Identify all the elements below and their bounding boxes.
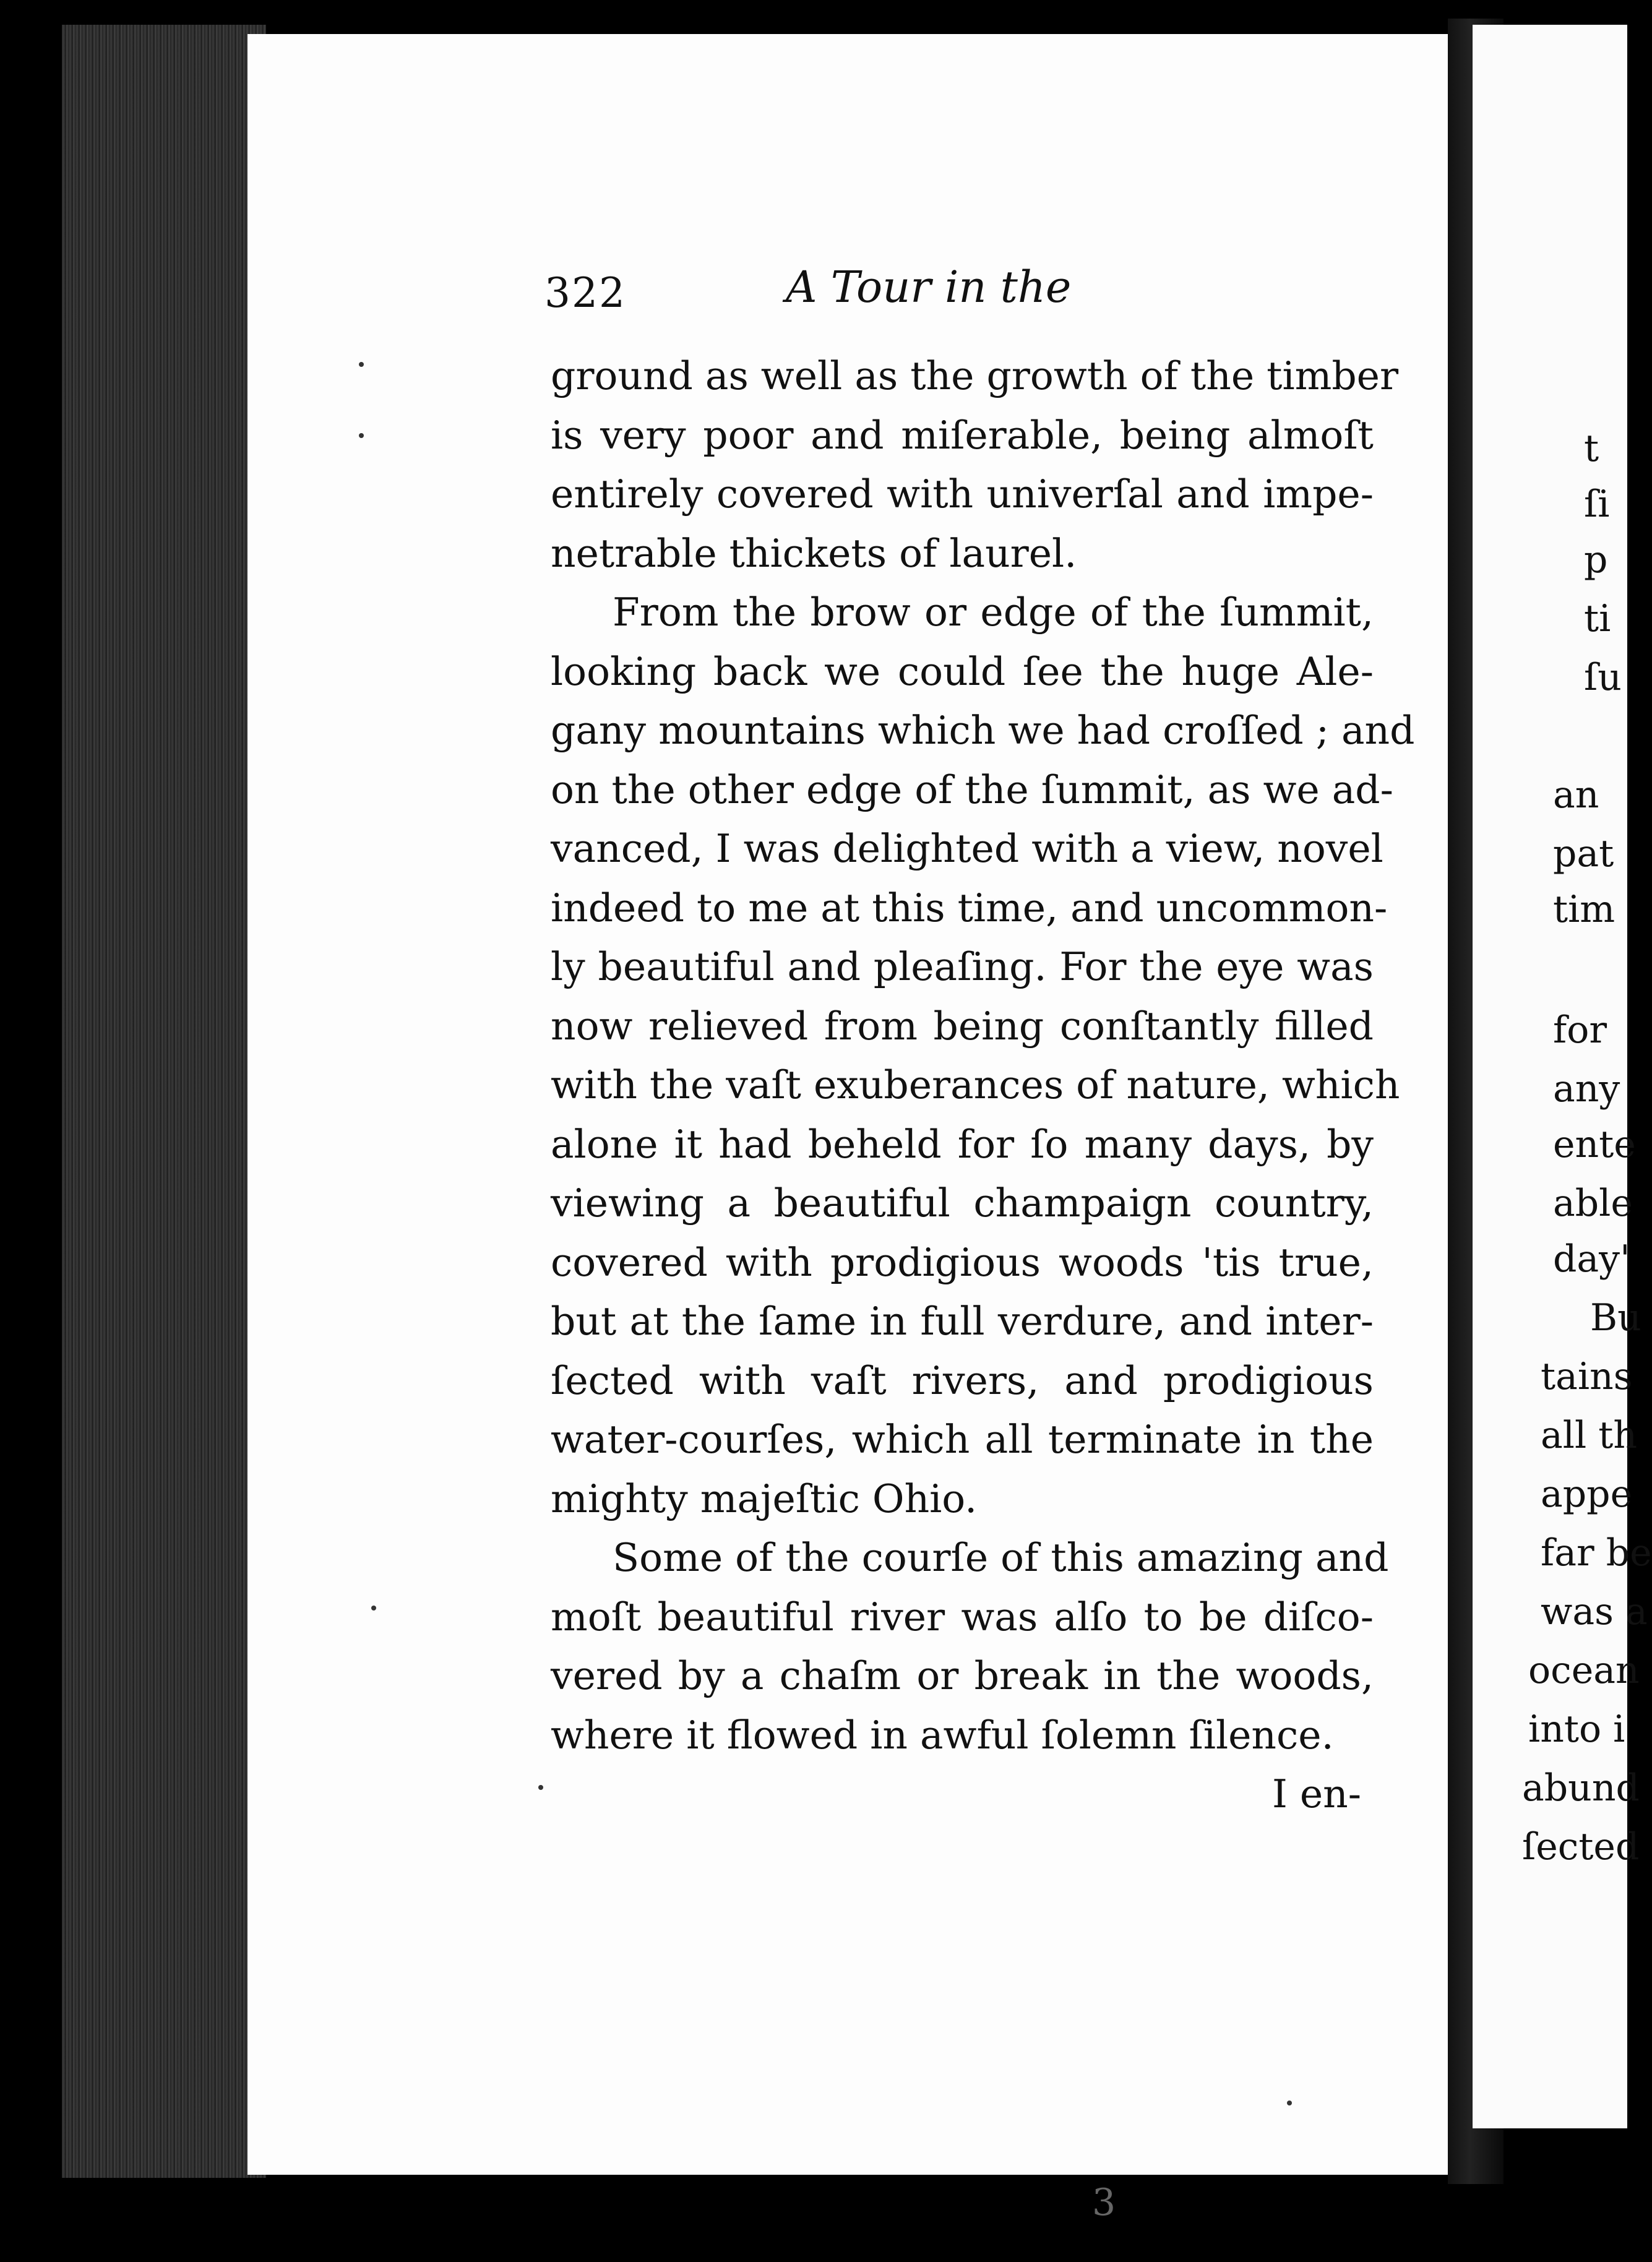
right-page-fragment: tim	[1553, 888, 1615, 931]
text-line: vered by a chaſm or break in the woods,	[551, 1653, 1374, 1698]
text-line: entirely covered with univerſal and impe-	[551, 471, 1374, 517]
right-page-fragment: far be	[1541, 1531, 1652, 1575]
text-line: Some of the courſe of this amazing and	[613, 1535, 1389, 1580]
page-header	[544, 257, 1411, 325]
text-line: on the other edge of the ſummit, as we ad-	[551, 767, 1393, 812]
right-page-fragment: appe	[1541, 1473, 1633, 1516]
right-page-text	[1510, 0, 1652, 1980]
scan-footer-mark: 3	[1092, 2181, 1116, 2224]
right-page-fragment: p	[1584, 538, 1608, 582]
text-line: From the brow or edge of the ſummit,	[613, 590, 1374, 635]
catchword: I en-	[1271, 1771, 1361, 1817]
speck	[359, 362, 364, 367]
page-number: 322	[544, 269, 626, 317]
text-line: vanced, I was delighted with a view, novel	[551, 826, 1383, 871]
right-page-fragment: any	[1553, 1067, 1620, 1111]
right-page-fragment: for	[1553, 1008, 1607, 1052]
right-page-fragment: t	[1584, 427, 1599, 470]
speck	[538, 1785, 543, 1790]
right-page-fragment: ſu	[1584, 656, 1622, 699]
text-line: ſected with vaſt rivers, and prodigious	[551, 1357, 1374, 1403]
right-page-fragment: pat	[1553, 832, 1614, 875]
text-line: alone it had beheld for ſo many days, by	[551, 1121, 1374, 1167]
book-page-edges	[62, 25, 266, 2178]
running-title: A Tour in the	[786, 262, 1072, 312]
speck	[1287, 2101, 1292, 2105]
right-page-fragment: was a	[1541, 1590, 1648, 1633]
text-line: with the vaſt exuberances of nature, which	[551, 1062, 1400, 1107]
right-page-fragment: ti	[1584, 597, 1611, 640]
right-page-fragment: Bu	[1590, 1296, 1641, 1340]
text-line: looking back we could ſee the huge Ale-	[551, 648, 1374, 694]
right-page-fragment: ente	[1553, 1123, 1636, 1166]
right-page-fragment: able	[1553, 1182, 1633, 1225]
text-line: ground as well as the growth of the timber	[551, 353, 1399, 398]
speck	[371, 1606, 376, 1610]
text-line: but at the ſame in full verdure, and inter-	[551, 1299, 1374, 1344]
right-page-fragment: tains	[1541, 1355, 1633, 1398]
right-page-fragment: ſi	[1584, 483, 1610, 526]
text-line: water-courſes, which all terminate in the	[551, 1417, 1374, 1462]
text-line: ly beautiful and pleaſing. For the eye was	[551, 944, 1374, 989]
text-line: gany mountains which we had croſſed ; and	[551, 708, 1415, 753]
text-line: is very poor and miſerable, being almoſt	[551, 412, 1374, 458]
right-page-fragment: an	[1553, 773, 1599, 817]
text-line: now relieved from being conſtantly filled	[551, 1003, 1374, 1049]
right-page-fragment: day'	[1553, 1237, 1630, 1281]
body-text	[551, 346, 1415, 1824]
text-line: mighty majeſtic Ohio.	[551, 1476, 978, 1521]
text-line: viewing a beautiful champaign country,	[551, 1180, 1374, 1226]
right-page-fragment: ſected	[1522, 1825, 1640, 1869]
right-page-fragment: all th	[1541, 1414, 1637, 1457]
speck	[359, 433, 364, 438]
text-line: where it flowed in awful ſolemn ſilence.	[551, 1712, 1334, 1758]
right-page-fragment: abund	[1522, 1766, 1640, 1810]
right-page-fragment: into i	[1528, 1708, 1625, 1751]
text-line: netrable thickets of laurel.	[551, 530, 1077, 576]
text-line: moſt beautiful river was alſo to be diſco-	[551, 1594, 1374, 1640]
right-page-fragment: ocean	[1528, 1649, 1640, 1692]
text-line: indeed to me at this time, and uncommon-	[551, 885, 1388, 931]
text-line: covered with prodigious woods 'tis true,	[551, 1239, 1374, 1285]
